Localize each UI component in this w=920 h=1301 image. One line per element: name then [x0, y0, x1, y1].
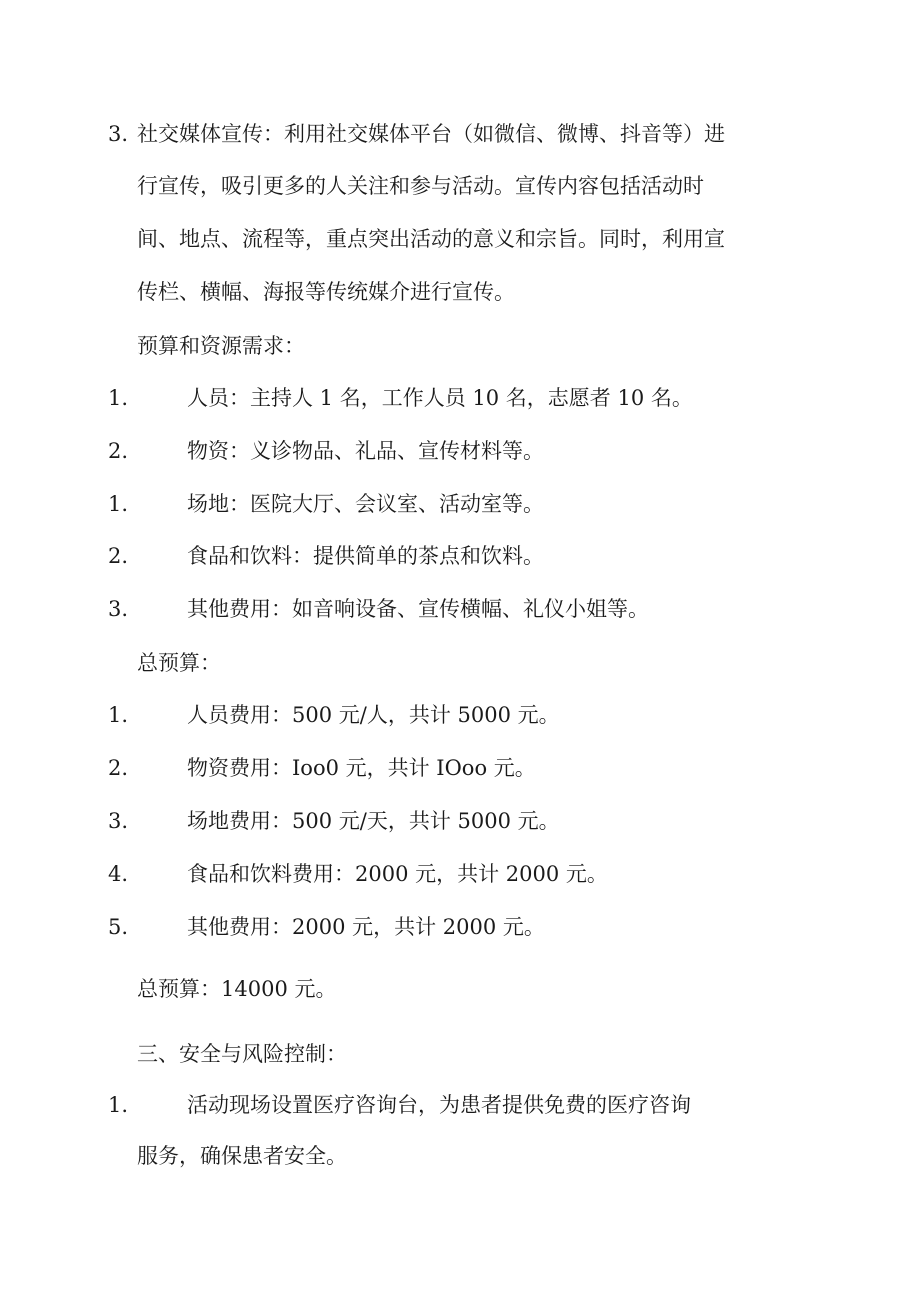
- item-number: 2.: [108, 544, 129, 568]
- budget-summary: 总预算：14000 元。: [137, 977, 337, 1001]
- list-item: 物资费用：Ioo0 元，共计 IOoo 元。: [187, 756, 536, 780]
- paragraph-line: 行宣传，吸引更多的人关注和参与活动。宣传内容包括活动时: [137, 174, 704, 198]
- item-number: 4.: [108, 862, 129, 886]
- item-number: 1.: [108, 703, 129, 727]
- list-item: 其他费用：2000 元，共计 2000 元。: [187, 915, 545, 939]
- paragraph-line: 活动现场设置医疗咨询台，为患者提供免费的医疗咨询: [187, 1093, 691, 1117]
- list-item: 场地：医院大厅、会议室、活动室等。: [187, 492, 544, 516]
- paragraph-line: 间、地点、流程等，重点突出活动的意义和宗旨。同时，利用宣: [137, 227, 725, 251]
- list-item: 场地费用：500 元/天，共计 5000 元。: [187, 809, 560, 833]
- list-item: 食品和饮料：提供简单的茶点和饮料。: [187, 544, 544, 568]
- item-number: 3.: [108, 122, 129, 146]
- section-heading: 总预算：: [137, 651, 221, 675]
- item-number: 2.: [108, 756, 129, 780]
- item-number: 1.: [108, 386, 129, 410]
- list-item: 其他费用：如音响设备、宣传横幅、礼仪小姐等。: [187, 597, 649, 621]
- list-item: 食品和饮料费用：2000 元，共计 2000 元。: [187, 862, 608, 886]
- item-number: 3.: [108, 597, 129, 621]
- paragraph-line: 传栏、横幅、海报等传统媒介进行宣传。: [137, 280, 515, 304]
- item-number: 1.: [108, 1093, 129, 1117]
- paragraph-line: 服务，确保患者安全。: [137, 1144, 347, 1168]
- section-heading: 预算和资源需求：: [137, 334, 305, 358]
- item-number: 5.: [108, 915, 129, 939]
- item-number: 1.: [108, 492, 129, 516]
- item-number: 3.: [108, 809, 129, 833]
- list-item: 物资：义诊物品、礼品、宣传材料等。: [187, 439, 544, 463]
- item-number: 2.: [108, 439, 129, 463]
- list-item: 人员费用：500 元/人，共计 5000 元。: [187, 703, 560, 727]
- section-heading: 三、安全与风险控制：: [137, 1042, 347, 1066]
- paragraph-line: 社交媒体宣传：利用社交媒体平台（如微信、微博、抖音等）进: [137, 122, 725, 146]
- list-item: 人员：主持人 1 名，工作人员 10 名，志愿者 10 名。: [187, 386, 693, 410]
